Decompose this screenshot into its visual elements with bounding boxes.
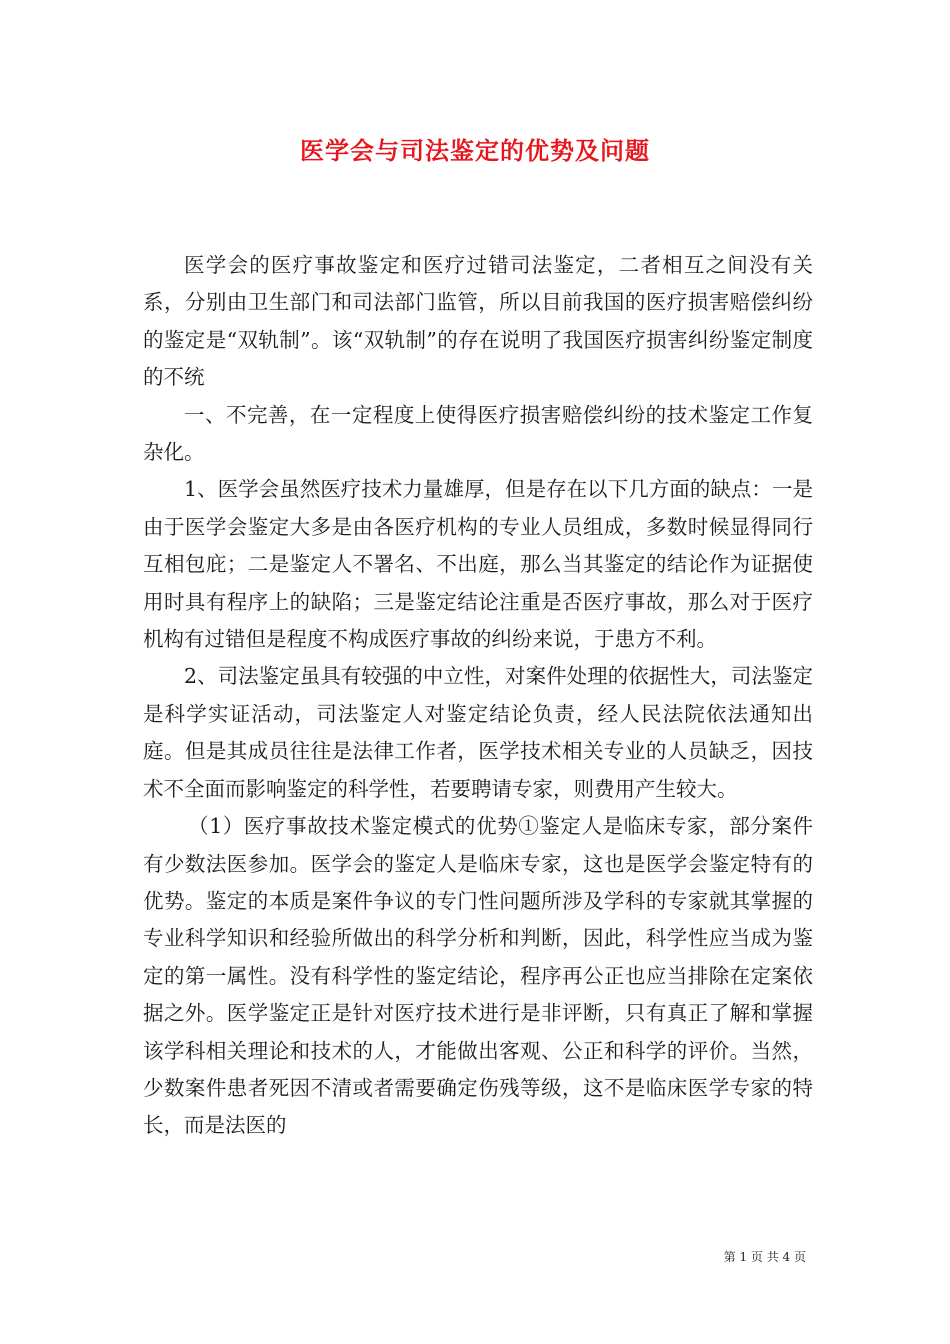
paragraph-point-2: 2、司法鉴定虽具有较强的中立性，对案件处理的依据性大，司法鉴定是科学实证活动，司法鉴定人对鉴定结论负责，经人民法院依法通知出庭。但是其成员往往是法律工作者，医学技术相关专业的人员缺乏，因技术不全面而影响鉴定的科学性，若要聘请专家，则费用产生较大。: [143, 664, 813, 801]
paragraph-intro: 医学会的医疗事故鉴定和医疗过错司法鉴定，二者相互之间没有关系，分别由卫生部门和司法部门监管，所以目前我国的医疗损害赔偿纠纷的鉴定是“双轨制”。该“双轨制”的存在说明了我国医疗损害纠纷鉴定制度的不统: [143, 253, 813, 390]
paragraph-section-one: 一、不完善，在一定程度上使得医疗损害赔偿纠纷的技术鉴定工作复杂化。: [143, 402, 813, 465]
paragraph-point-1: 1、医学会虽然医疗技术力量雄厚，但是存在以下几方面的缺点：一是由于医学会鉴定大多是由各医疗机构的专业人员组成，多数时候显得同行互相包庇；二是鉴定人不署名、不出庭，那么当其鉴定的结论作为证据使用时具有程序上的缺陷；三是鉴定结论注重是否医疗事故，那么对于医疗机构有过错但是程度不构成医疗事故的纠纷来说，于患方不利。: [143, 477, 813, 652]
paragraph-subpoint-1: （1）医疗事故技术鉴定模式的优势①鉴定人是临床专家，部分案件有少数法医参加。医学会的鉴定人是临床专家，这也是医学会鉴定特有的优势。鉴定的本质是案件争议的专门性问题所涉及学科的专家就其掌握的专业科学知识和经验所做出的科学分析和判断，因此，科学性应当成为鉴定的第一属性。没有科学性的鉴定结论，程序再公正也应当排除在定案依据之外。医学鉴定正是针对医疗技术进行是非评断，只有真正了解和掌握该学科相关理论和技术的人，才能做出客观、公正和科学的评价。当然，少数案件患者死因不清或者需要确定伤残等级，这不是临床医学专家的特长，而是法医的: [143, 814, 813, 1138]
page-number-footer: 第 1 页 共 4 页: [723, 1250, 806, 1264]
document-title: 医学会与司法鉴定的优势及问题: [300, 136, 650, 165]
document-body: [143, 247, 813, 1145]
